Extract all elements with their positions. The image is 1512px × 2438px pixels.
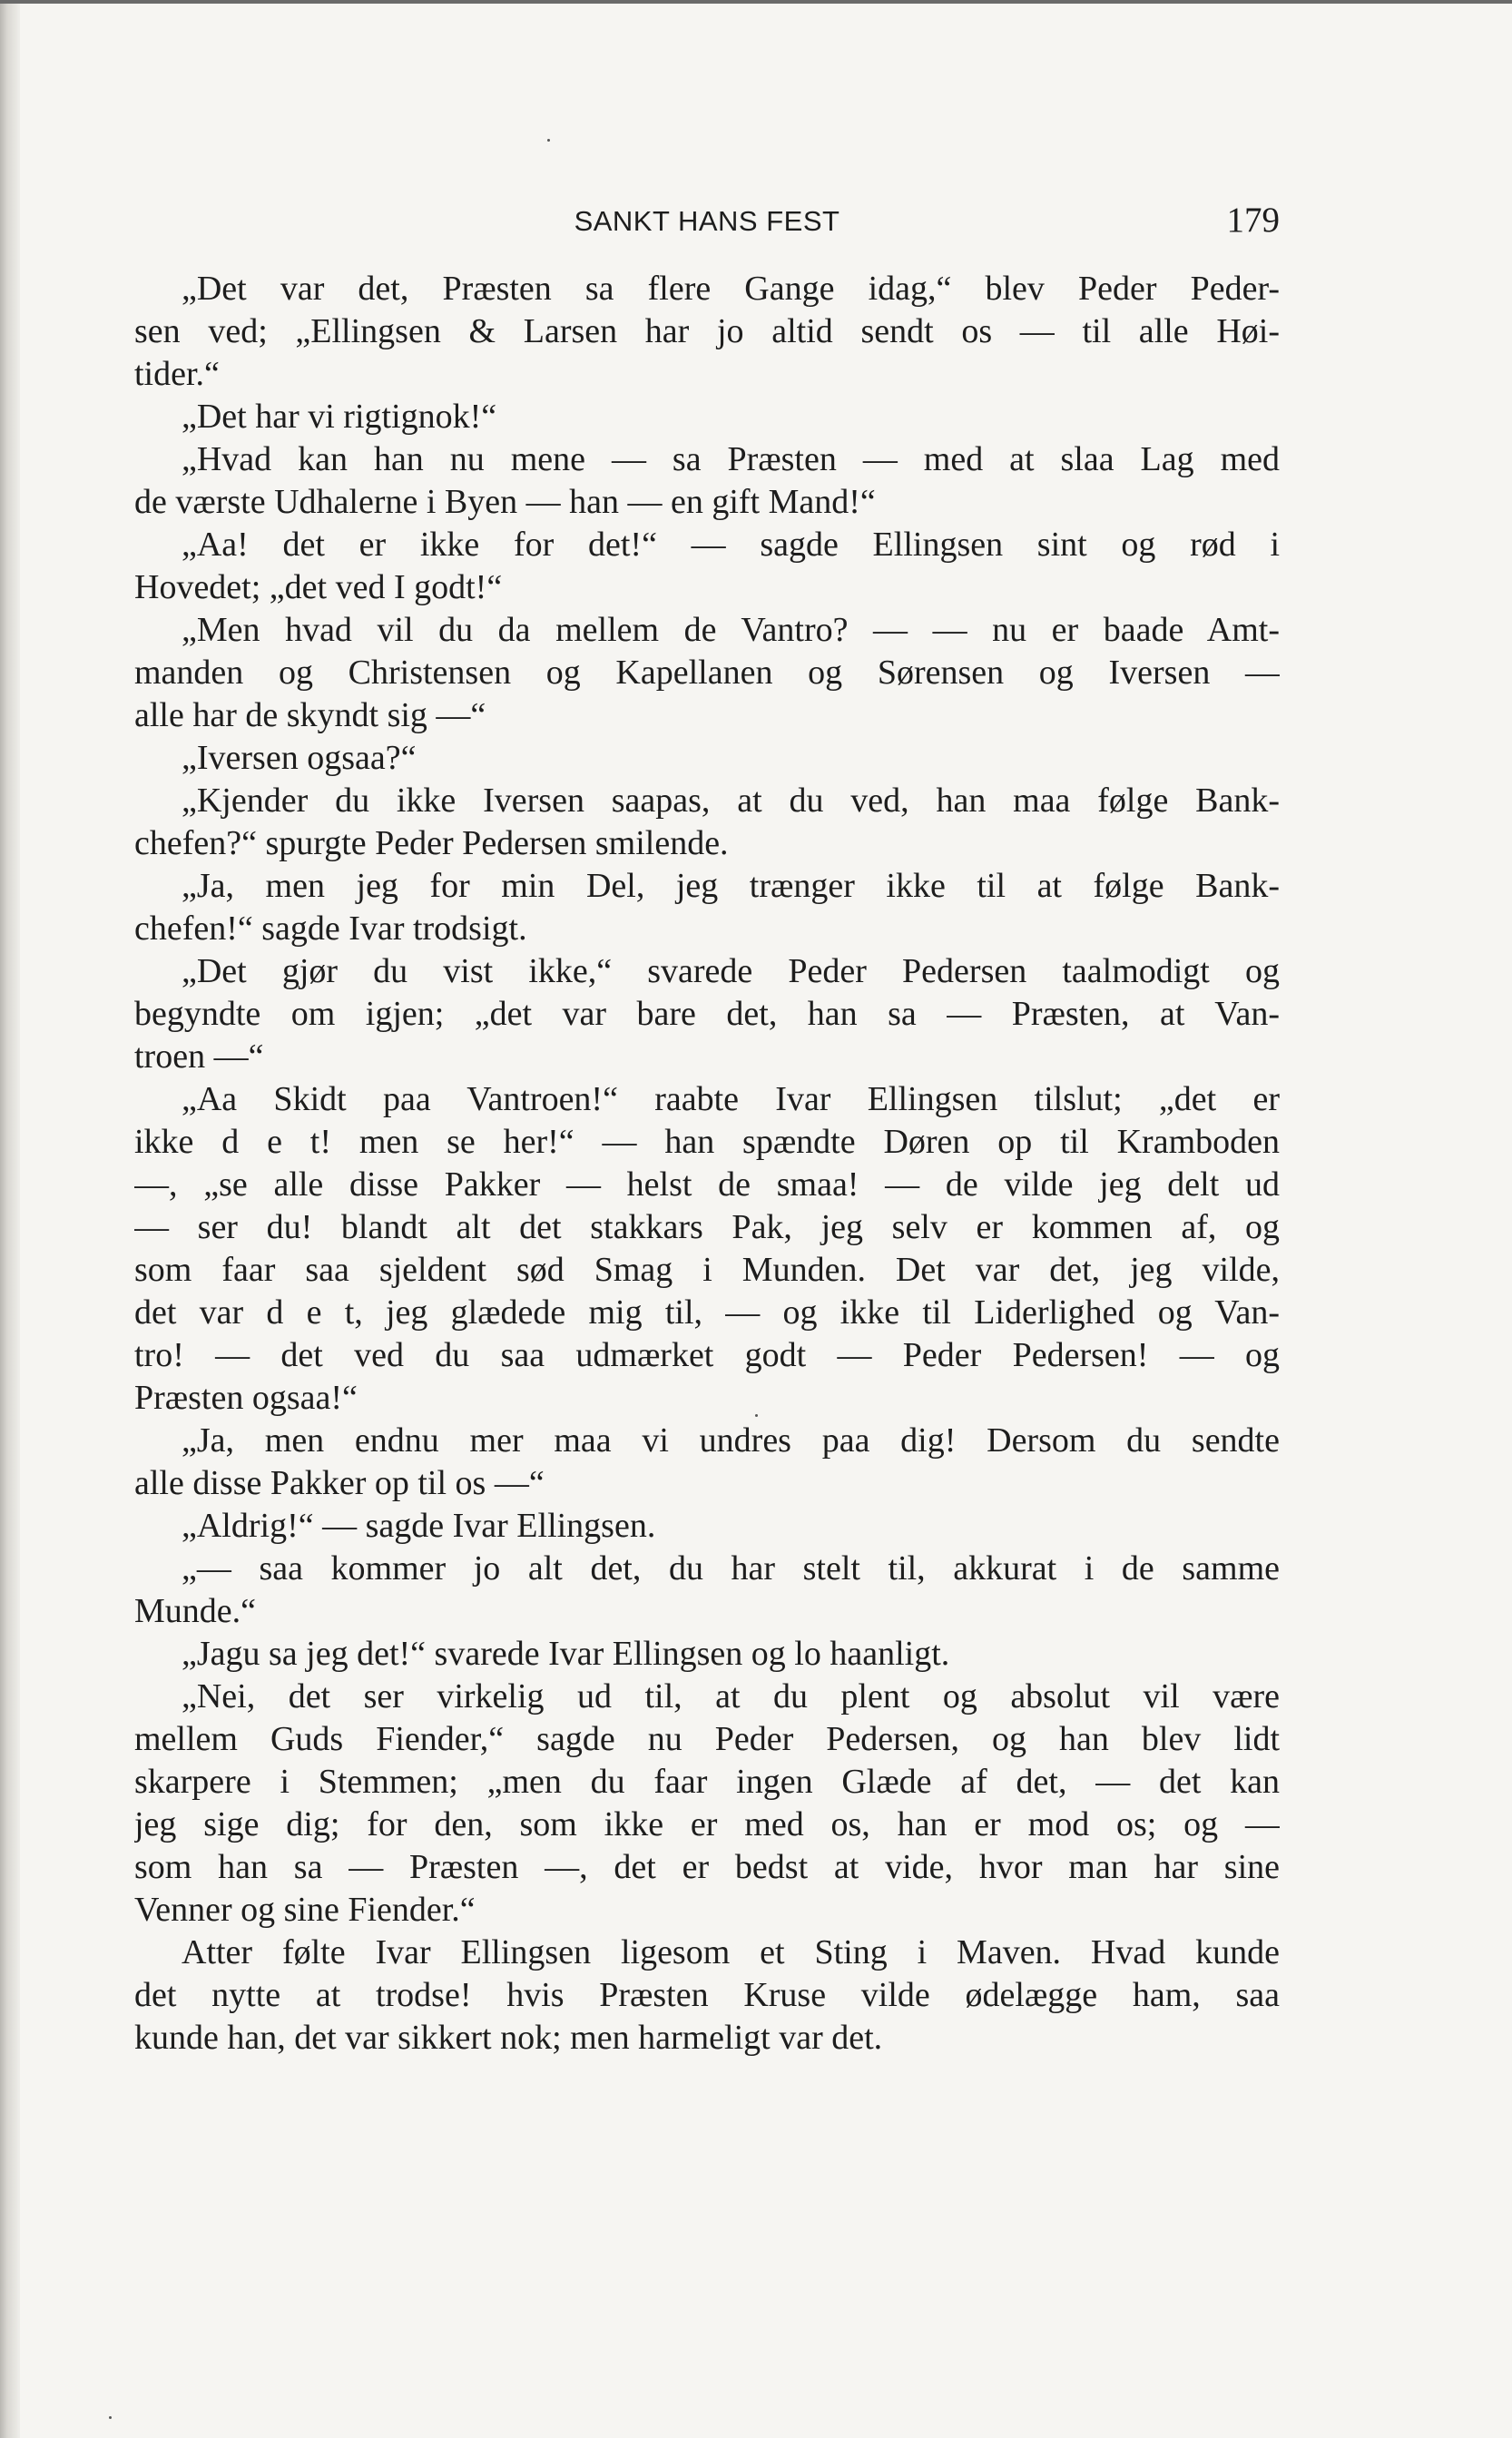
text-line: begyndte om igjen; „det var bare det, han sa — Præsten, at Van-: [134, 995, 1280, 1033]
paper-speck: [755, 1414, 758, 1417]
text-line: „Iversen ogsaa?“: [182, 739, 417, 777]
running-header: [134, 200, 1280, 245]
text-line: „Aldrig!“ — sagde Ivar Ellingsen.: [182, 1507, 656, 1545]
text-line: det nytte at trodse! hvis Præsten Kruse vilde ødelægge ham, saa: [134, 1976, 1280, 2014]
paper-speck: [547, 139, 550, 142]
text-line: „Jagu sa jeg det!“ svarede Ivar Ellingsen og lo haanligt.: [182, 1635, 950, 1673]
text-line: tider.“: [134, 355, 220, 393]
text-line: jeg sige dig; for den, som ikke er med os, han er mod os; og —: [134, 1805, 1280, 1843]
text-line: skarpere i Stemmen; „men du faar ingen Glæde af det, — det kan: [134, 1763, 1280, 1801]
text-line: „Nei, det ser virkelig ud til, at du plent og absolut vil være: [182, 1677, 1280, 1715]
text-line: Præsten ogsaa!“: [134, 1379, 358, 1417]
text-line: „Det var det, Præsten sa flere Gange idag,“ blev Peder Peder-: [182, 270, 1280, 308]
text-line: „Men hvad vil du da mellem de Vantro? — — nu er baade Amt-: [182, 611, 1280, 649]
page-number: 179: [1226, 201, 1280, 240]
text-line: Hovedet; „det ved I godt!“: [134, 568, 503, 606]
text-line: „Hvad kan han nu mene — sa Præsten — med at slaa Lag med: [182, 440, 1280, 478]
text-line: chefen?“ spurgte Peder Pedersen smilende.: [134, 824, 729, 862]
text-line: „Kjender du ikke Iversen saapas, at du ved, han maa følge Bank-: [182, 782, 1280, 820]
text-line: „— saa kommer jo alt det, du har stelt til, akkurat i de samme: [182, 1549, 1280, 1588]
text-line: „Det gjør du vist ikke,“ svarede Peder Pedersen taalmodigt og: [182, 952, 1280, 990]
text-line: sen ved; „Ellingsen & Larsen har jo altid sendt os — til alle Høi-: [134, 312, 1280, 350]
text-line: de værste Udhalerne i Byen — han — en gift Mand!“: [134, 483, 876, 521]
text-line: chefen!“ sagde Ivar trodsigt.: [134, 909, 527, 948]
page-top-edge: [0, 0, 1512, 4]
body-text: [134, 268, 1280, 2060]
paper-speck: [109, 2416, 112, 2419]
text-line: kunde han, det var sikkert nok; men harmeligt var det.: [134, 2019, 883, 2057]
text-line: manden og Christensen og Kapellanen og Sørensen og Iversen —: [134, 654, 1280, 692]
text-line: som faar saa sjeldent sød Smag i Munden. Det var det, jeg vilde,: [134, 1251, 1280, 1289]
text-line: Munde.“: [134, 1592, 257, 1630]
text-line: alle disse Pakker op til os —“: [134, 1464, 545, 1502]
text-line: — ser du! blandt alt det stakkars Pak, jeg selv er kommen af, og: [134, 1208, 1280, 1246]
text-line: „Aa Skidt paa Vantroen!“ raabte Ivar Ellingsen tilslut; „det er: [182, 1080, 1280, 1118]
text-line: ikke d e t! men se her!“ — han spændte Døren op til Kramboden: [134, 1123, 1280, 1161]
text-line: —, „se alle disse Pakker — helst de smaa! — de vilde jeg delt ud: [134, 1165, 1280, 1204]
text-line: „Ja, men jeg for min Del, jeg trænger ikke til at følge Bank-: [182, 867, 1280, 905]
text-line: „Ja, men endnu mer maa vi undres paa dig! Dersom du sendte: [182, 1421, 1280, 1460]
text-line: Atter følte Ivar Ellingsen ligesom et Sting i Maven. Hvad kunde: [182, 1933, 1280, 1971]
text-line: „Det har vi rigtignok!“: [182, 398, 497, 436]
text-line: „Aa! det er ikke for det!“ — sagde Ellingsen sint og rød i: [182, 526, 1280, 564]
text-line: troen —“: [134, 1037, 264, 1076]
text-line: Venner og sine Fiender.“: [134, 1891, 476, 1929]
text-line: som han sa — Præsten —, det er bedst at vide, hvor man har sine: [134, 1848, 1280, 1886]
text-line: det var d e t, jeg glædede mig til, — og ikke til Liderlighed og Van-: [134, 1293, 1280, 1332]
text-line: tro! — det ved du saa udmærket godt — Peder Pedersen! — og: [134, 1336, 1280, 1374]
page-left-edge-shadow: [0, 0, 20, 2438]
text-line: alle har de skyndt sig —“: [134, 696, 486, 734]
running-title: SANKT HANS FEST: [574, 205, 840, 237]
text-line: mellem Guds Fiender,“ sagde nu Peder Pedersen, og han blev lidt: [134, 1720, 1280, 1758]
